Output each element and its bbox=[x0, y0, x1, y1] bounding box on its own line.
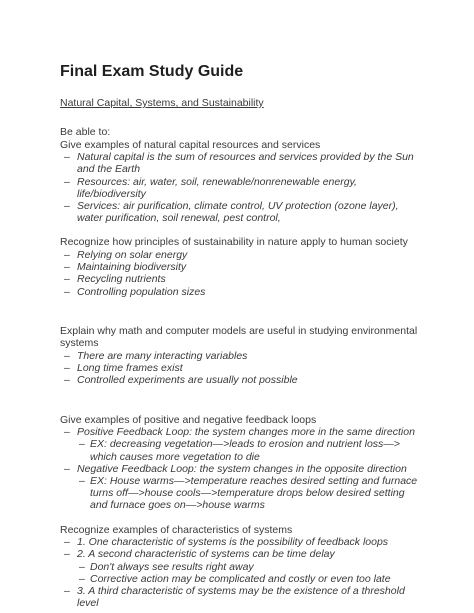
list-item: – EX: House warms—>temperature reaches desired setting and furnace turns off—>house cools—>temperature drops below desired setting and furnace goes on—>house warms bbox=[60, 475, 420, 512]
section-heading: Give examples of positive and negative feedback loops bbox=[60, 413, 317, 426]
bullet-list bbox=[60, 350, 420, 387]
list-item: – Long time frames exist bbox=[60, 362, 420, 374]
bullet-list bbox=[60, 536, 420, 560]
section-feedback-loops bbox=[60, 414, 420, 512]
section-heading: Give examples of natural capital resources and services bbox=[60, 138, 321, 151]
list-item: – Services: air purification, climate control, UV protection (ozone layer), water purification, soil renewal, pest control, bbox=[60, 200, 420, 224]
list-item: – EX: decreasing vegetation—>leads to erosion and nutrient loss—> which causes more vegetation to die bbox=[60, 438, 420, 462]
list-item: – 1. One characteristic of systems is the possibility of feedback loops bbox=[60, 536, 420, 548]
section-natural-capital bbox=[60, 126, 420, 224]
section-models bbox=[60, 325, 420, 387]
bullet-list bbox=[60, 249, 420, 298]
section-heading: Recognize examples of characteristics of systems bbox=[60, 523, 293, 536]
list-item: – Positive Feedback Loop: the system changes more in the same direction bbox=[60, 426, 420, 438]
section-heading: Explain why math and computer models are useful in studying environmental systems bbox=[60, 324, 418, 350]
sub-bullet-list bbox=[60, 438, 420, 462]
bullet-list bbox=[60, 463, 420, 475]
page-title: Final Exam Study Guide bbox=[60, 63, 244, 80]
list-item: – There are many interacting variables bbox=[60, 350, 420, 362]
list-item: – Recycling nutrients bbox=[60, 273, 420, 285]
section-lead: Be able to: bbox=[60, 126, 111, 138]
list-item: – Don't always see results right away bbox=[60, 561, 420, 573]
list-item: – Controlling population sizes bbox=[60, 286, 420, 298]
section-system-characteristics bbox=[60, 524, 420, 610]
list-item: – 3. A third characteristic of systems may be the existence of a threshold level bbox=[60, 585, 420, 609]
list-item: – Maintaining biodiversity bbox=[60, 261, 420, 273]
section-heading: Recognize how principles of sustainability in nature apply to human society bbox=[60, 236, 408, 249]
sub-bullet-list bbox=[60, 561, 420, 585]
section-sustainability-principles bbox=[60, 236, 420, 297]
list-item: – Controlled experiments are usually not possible bbox=[60, 374, 420, 386]
bullet-list bbox=[60, 151, 420, 224]
list-item: – Resources: air, water, soil, renewable/nonrenewable energy, life/biodiversity bbox=[60, 176, 420, 200]
list-item: – Relying on solar energy bbox=[60, 249, 420, 261]
list-item: – Negative Feedback Loop: the system changes in the opposite direction bbox=[60, 463, 420, 475]
list-item: – Natural capital is the sum of resources and services provided by the Sun and the Earth bbox=[60, 151, 420, 175]
list-item: – 2. A second characteristic of systems can be time delay bbox=[60, 548, 420, 560]
section-subtitle: Natural Capital, Systems, and Sustainability bbox=[60, 97, 264, 109]
bullet-list bbox=[60, 426, 420, 438]
bullet-list bbox=[60, 585, 420, 609]
document-page bbox=[60, 62, 420, 609]
sub-bullet-list bbox=[60, 475, 420, 512]
list-item: – Corrective action may be complicated and costly or even too late bbox=[60, 573, 420, 585]
